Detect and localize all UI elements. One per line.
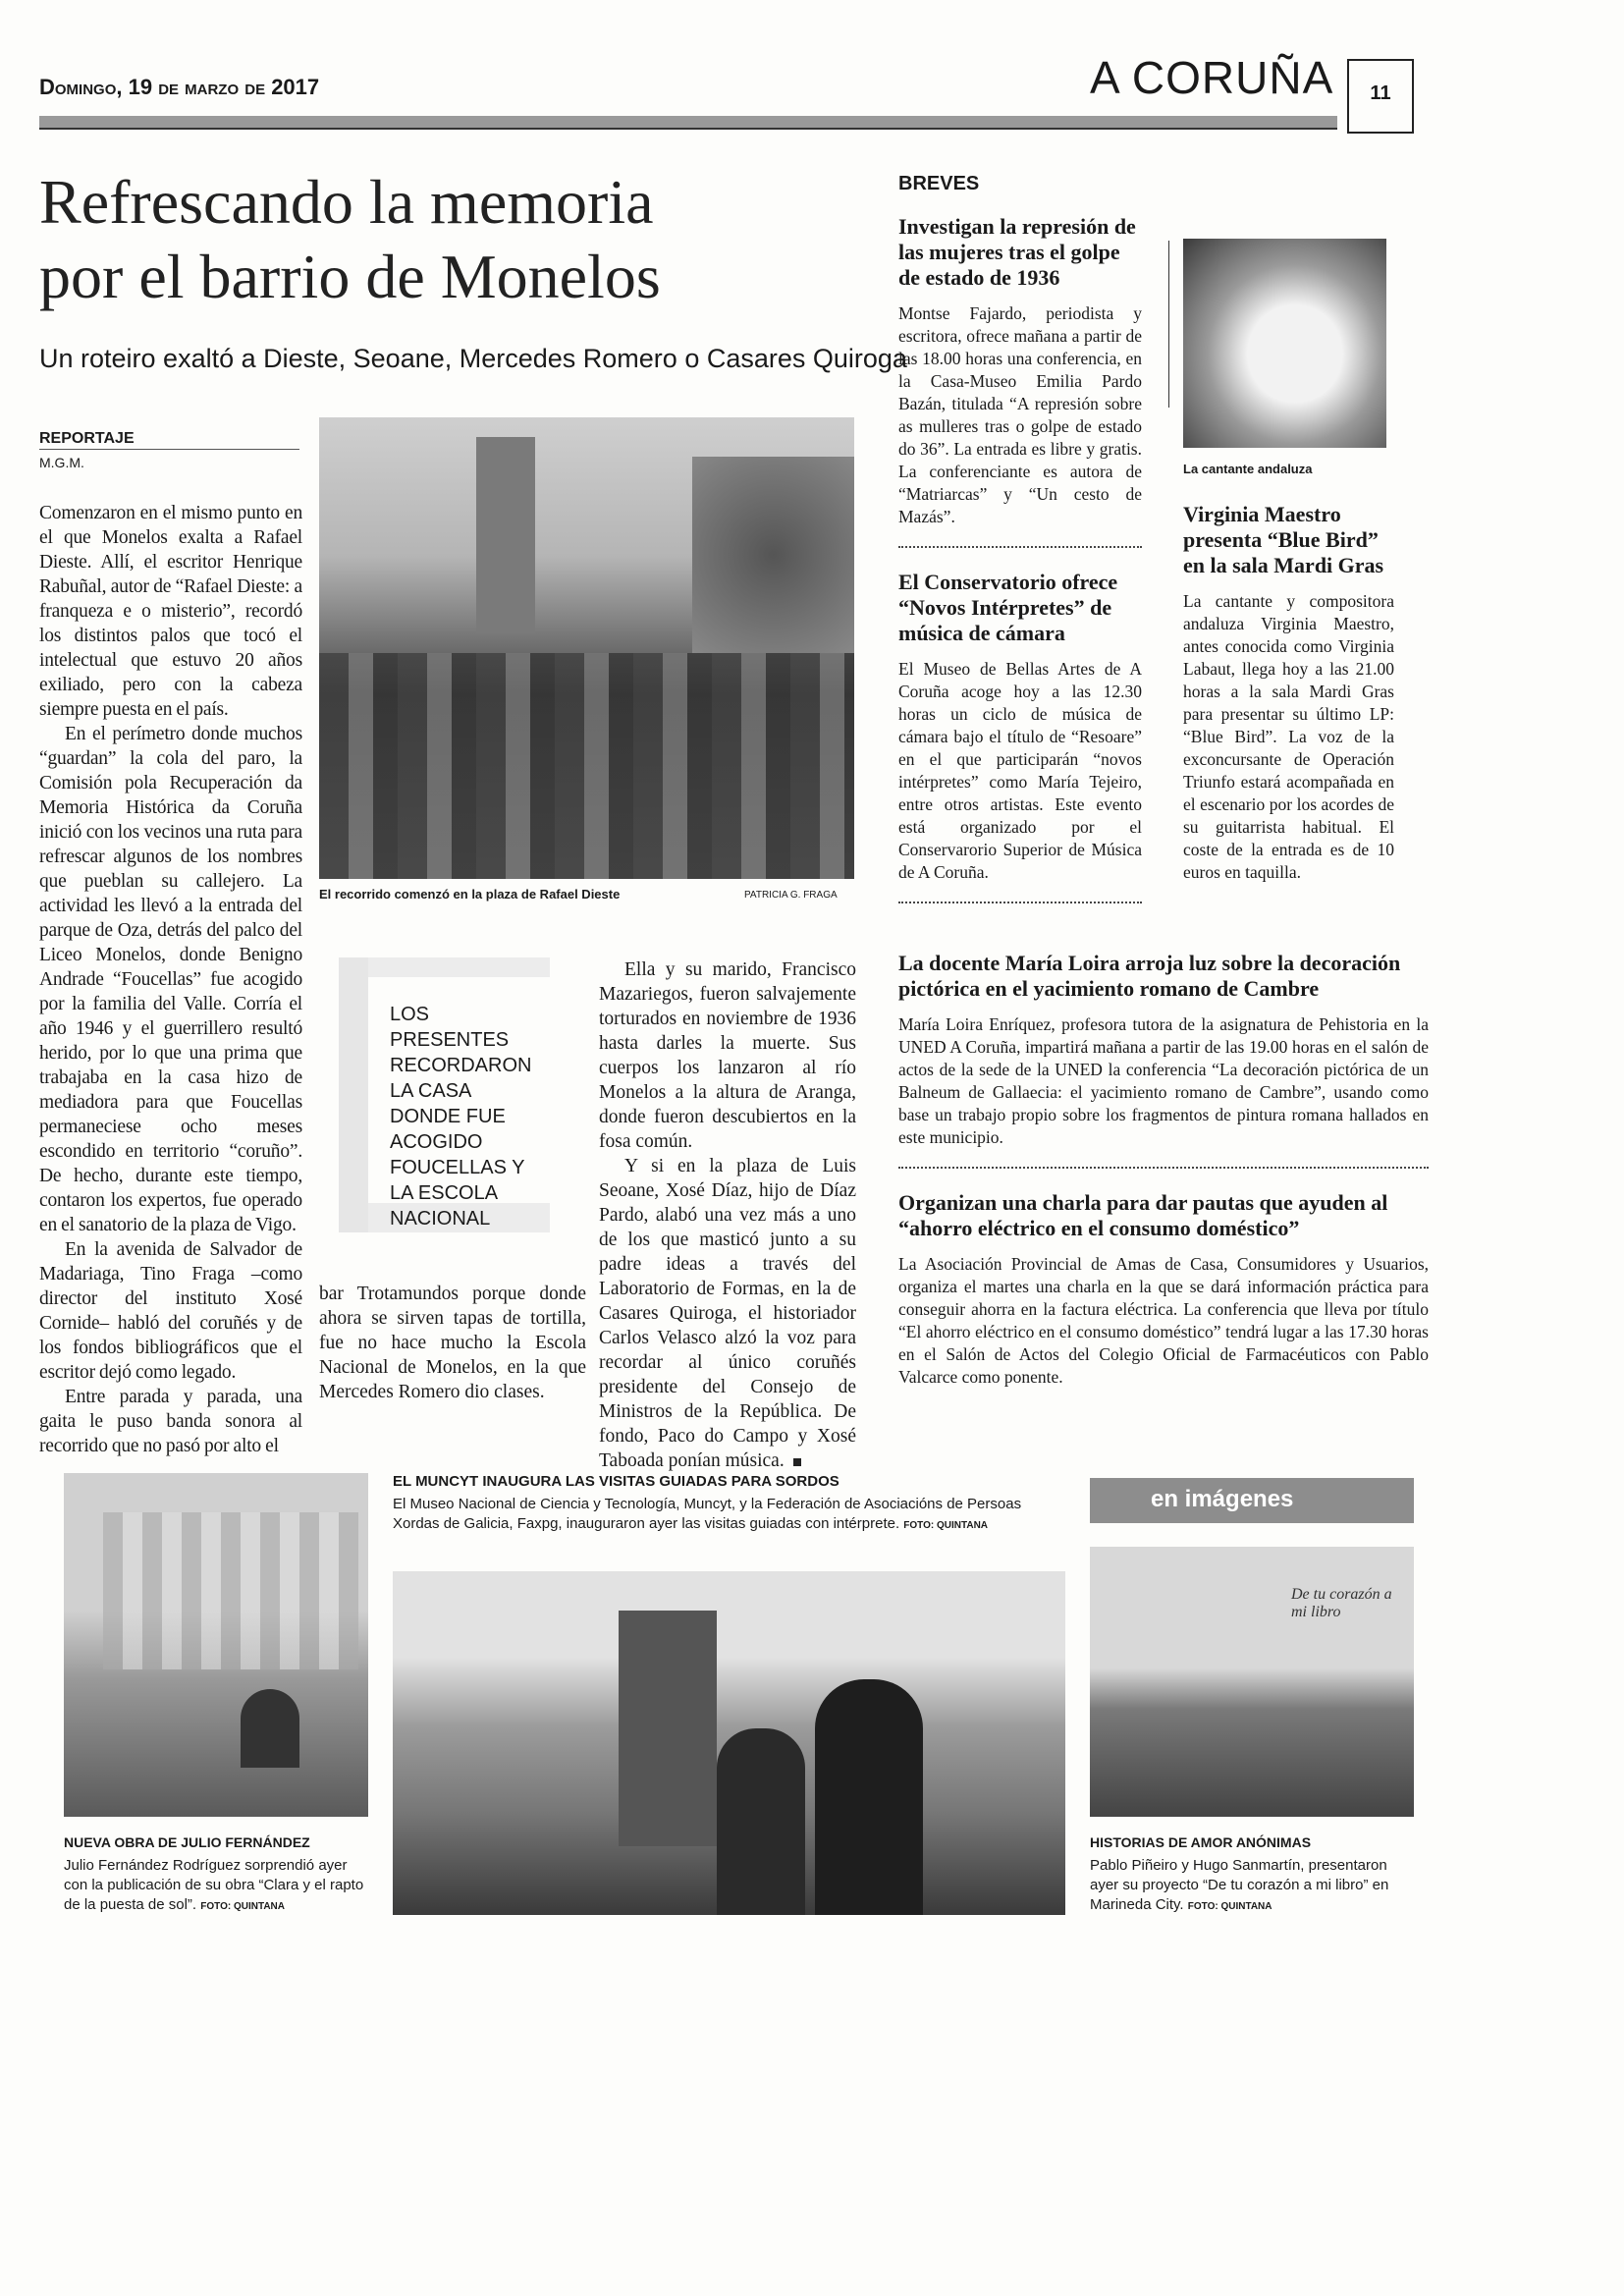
- subheadline: Un roteiro exaltó a Dieste, Seoane, Mercedes Romero o Casares Quiroga: [39, 344, 907, 373]
- julio-caption: Julio Fernández Rodríguez sorprendió ayer con la publicación de su obra “Clara y el rapto de la puesta de sol”.: [64, 1857, 364, 1913]
- historias-caption: Pablo Piñeiro y Hugo Sanmartín, presentaron ayer su proyecto “De tu corazón a mi libro” en Marineda City.: [1090, 1857, 1389, 1913]
- kicker-rule: [39, 449, 299, 450]
- byline: M.G.M.: [39, 455, 84, 470]
- article-column-2: [319, 1282, 586, 1404]
- muncyt-credit: FOTO: QUINTANA: [903, 1520, 989, 1531]
- julio-credit: FOTO: QUINTANA: [200, 1901, 285, 1912]
- paragraph: Entre parada y parada, una gaita le puso banda sonora al recorrido que no pasó por alto el: [39, 1387, 302, 1456]
- headline-line-1: Refrescando la memoria: [39, 167, 654, 237]
- brief-4-headline: La docente María Loira arroja luz sobre la decoración pictórica en el yacimiento romano de Cambre: [898, 951, 1401, 1001]
- breves-wide-column: [898, 951, 1429, 1389]
- article-column-3: [599, 957, 856, 1473]
- end-mark-icon: [793, 1458, 801, 1466]
- section-name: A CORUÑA: [1090, 52, 1334, 103]
- breves-label: BREVES: [898, 173, 980, 194]
- divider: [898, 1167, 1429, 1169]
- divider: [898, 902, 1142, 903]
- julio-text: [64, 1856, 373, 1917]
- julio-fernandez-photo: [64, 1473, 368, 1817]
- historias-photo: [1090, 1547, 1414, 1817]
- julio-title: NUEVA OBRA DE JULIO FERNÁNDEZ: [64, 1834, 310, 1850]
- singer-photo: [1183, 239, 1386, 448]
- header-rule: [39, 116, 1337, 130]
- brief-5-headline: Organizan una charla para dar pautas que ayuden al “ahorro eléctrico en el consumo doméstico”: [898, 1190, 1388, 1240]
- poster-text: De tu corazón a mi libro: [1291, 1586, 1392, 1620]
- brief-2-body: El Museo de Bellas Artes de A Coruña acoge hoy a las 12.30 horas un ciclo de música de cámara bajo el título de “Resoare” en el que participarán “novos intérpretes” como María Tejeiro, entre otros artistas. Este evento está organizado por el Conservarorio Superior de Música de A Coruña.: [898, 659, 1142, 882]
- divider: [898, 546, 1142, 548]
- headline: [39, 165, 661, 314]
- brief-5-body: La Asociación Provincial de Amas de Casa, Consumidores y Usuarios, organiza el martes una charla en la que se dará información práctica para conseguir ahorra en la factura eléctrica. La conferencia que lleva por título “El ahorro eléctrico en el consumo doméstico” tendrá lugar a las 17.30 horas en el Salón de Actos del Colegio Oficial de Farmacéuticos con Pablo Valcarce como ponente.: [898, 1254, 1429, 1387]
- brief-1-body: Montse Fajardo, periodista y escritora, ofrece mañana a partir de las 18.00 horas una conferencia, en la Casa-Museo Emilia Pardo Bazán, titulada “A represión sobre as mulleres tras o golpe de estado do 36”. La entrada es libre y gratis. La conferenciante es autora de “Matriarcas” y “Un cesto de Mazás”.: [898, 303, 1142, 526]
- page-number-box: [1347, 59, 1414, 134]
- kicker: REPORTAJE: [39, 430, 135, 447]
- historias-text: [1090, 1856, 1419, 1917]
- brief-1-headline: Investigan la represión de las mujeres tras el golpe de estado de 1936: [898, 214, 1136, 290]
- article-column-1: [39, 501, 302, 1458]
- brief-3-body: La cantante y compositora andaluza Virginia Maestro, antes conocida como Virginia Labaut, llega hoy a las 21.00 horas a la sala Mardi Gras para presentar su último LP: “Blue Bird”. La voz de la exconcursante de Operación Triunfo estará acompañada en el escenario por los acordes de su guitarrista habitual. El coste de la entrada es de 10 euros en taquilla.: [1183, 591, 1394, 882]
- singer-photo-caption: La cantante andaluza: [1183, 462, 1313, 476]
- brief-4-body: María Loira Enríquez, profesora tutora de la asignatura de Pehistoria en la UNED A Coruña, impartirá mañana a partir de las 19.00 horas en el salón de actos de la sede de la UNED la conferencia “La decoración pictórica de un Balneum de Gallaecia: el yacimiento romano de Cambre”, usando como base un trabajo propio sobre los fragmentos de pintura romana hallados en este municipio.: [898, 1014, 1429, 1147]
- photo-credit: PATRICIA G. FRAGA: [744, 890, 838, 901]
- muncyt-title: EL MUNCYT INAUGURA LAS VISITAS GUIADAS PARA SORDOS: [393, 1473, 839, 1490]
- historias-title: HISTORIAS DE AMOR ANÓNIMAS: [1090, 1834, 1312, 1850]
- paragraph: En la avenida de Salvador de Madariaga, Tino Fraga –como director del instituto Xosé Cornide– habló del coruñés y de los fondos bibliográficos que el escritor dejó como legado.: [39, 1239, 302, 1383]
- brief-3-headline: Virginia Maestro presenta “Blue Bird” en la sala Mardi Gras: [1183, 502, 1384, 577]
- breves-left-column: [898, 214, 1142, 925]
- paragraph: [599, 1154, 856, 1473]
- pull-quote: LOS PRESENTES RECORDARON LA CASA DONDE FUE ACOGIDO FOUCELLAS Y LA ESCOLA NACIONAL: [390, 1004, 532, 1230]
- paragraph: En el perímetro donde muchos “guardan” la cola del paro, la Comisión pola Recuperación da Memoria Histórica da Coruña inició con los vecinos una ruta para refrescar algunos de los nombres que pueblan su callejero. La actividad les llevó a la entrada del parque de Oza, detrás del palco del Liceo Monelos, donde Benigno Andrade “Foucellas” fue acogido por la familia del Valle. Corría el año 1946 y el guerrillero resultó herido, por lo que una prima que trabajaba en la casa hizo de mediadora para que Foucellas permaneciese ocho meses escondido en territorio “coruño”. De hecho, durante este tiempo, contaron los expertos, fue operado en el sanatorio de la plaza de Vigo.: [39, 724, 302, 1235]
- paragraph-text: Y si en la plaza de Luis Seoane, Xosé Díaz, hijo de Díaz Pardo, alabó una vez más a uno de los que masticó junto a su padre ideas a través del Laboratorio de Formas, en la de Casares Quiroga, el historiador Carlos Velasco alzó la voz para recordar al único coruñés presidente del Consejo de Ministros de la República. De fondo, Paco do Campo y Xosé Taboada ponían música.: [599, 1156, 856, 1471]
- page-date: Domingo, 19 de marzo de 2017: [39, 75, 320, 99]
- historias-credit: FOTO: QUINTANA: [1187, 1901, 1272, 1912]
- muncyt-caption: El Museo Nacional de Ciencia y Tecnología, Muncyt, y la Federación de Asociacións de Persoas Xordas de Galicia, Faxpg, inauguraron ayer las visitas guiadas con intérprete.: [393, 1496, 1022, 1532]
- breves-right-column: [1183, 239, 1394, 884]
- singer-rule: [1168, 241, 1169, 408]
- article-photo: [319, 417, 854, 879]
- photo-caption: El recorrido comenzó en la plaza de Rafael Dieste: [319, 887, 621, 902]
- paragraph: Ella y su marido, Francisco Mazariegos, fueron salvajemente torturados en noviembre de 1936 hasta darles la muerte. Sus cuerpos los lanzaron al río Monelos a la altura de Aranga, donde fueron descubiertos en la fosa común.: [599, 959, 856, 1152]
- headline-line-2: por el barrio de Monelos: [39, 242, 661, 311]
- page-number: 11: [1370, 82, 1391, 104]
- muncyt-photo: [393, 1571, 1065, 1915]
- paragraph: Comenzaron en el mismo punto en el que Monelos exalta a Rafael Dieste. Allí, el escritor Henrique Rabuñal, autor de “Rafael Dieste: a franqueza e o misterio”, recordó los distintos palos que tocó el intelectual que estuvo 20 años exiliado, pero con la cabeza siempre puesta en el país.: [39, 503, 302, 720]
- en-imagenes-label: en imágenes: [1151, 1486, 1294, 1512]
- muncyt-text: [393, 1495, 1070, 1536]
- paragraph: bar Trotamundos porque donde ahora se sirven tapas de tortilla, fue no hace mucho la Escola Nacional de Monelos, en la que Mercedes Romero dio clases.: [319, 1284, 586, 1402]
- pull-quote-box: [339, 957, 550, 1232]
- brief-2-headline: El Conservatorio ofrece “Novos Intérpretes” de música de cámara: [898, 570, 1118, 645]
- en-imagenes-banner: [1090, 1478, 1414, 1523]
